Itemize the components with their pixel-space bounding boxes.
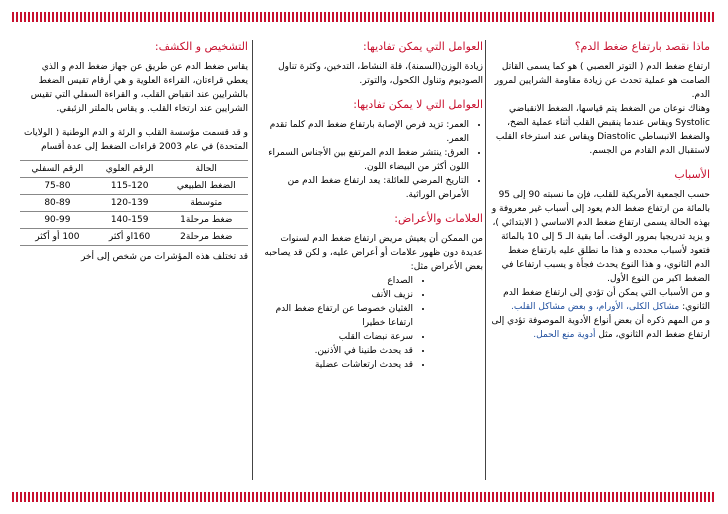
uncontrollable-list xyxy=(257,118,483,202)
table-cell: 90-99 xyxy=(20,212,95,229)
column-divider xyxy=(485,40,486,480)
list-item: • التاريخ المرضي للعائلة: يعد ارتفاع ضغط الدم من الأمراض الوراثية. xyxy=(257,174,469,202)
list-item: • نزيف الأنف xyxy=(257,288,413,302)
table-cell: 100 أو أكثر xyxy=(20,229,95,246)
brochure-frame xyxy=(12,12,716,502)
table-cell: 160او أكثر xyxy=(95,229,165,246)
table-header: الحالة xyxy=(164,161,248,178)
paragraph: حسب الجمعية الأمريكية للقلب، فإن ما نسبته 90 إلى 95 بالمائة من ارتفاع ضغط الدم يعود إلى أسباب غير معروفة و بهذه الحالة يسمى ارتفاع ضغط الدم الاساسي ( الابتدائي )، و يزيد تدريجيا بمرور الوقت. أما بقية الـ 5 إلى 10 بالمائة فتعود لأسباب محدده و هذا ما نطلق عليه بارتفاع ضغط الدم الثانوي، و هذا النوع يحدث فجأة و يسبب ارتفاعا في الضغط اكبر من النوع الأول. xyxy=(491,190,710,284)
table-header: الرقم العلوي xyxy=(95,161,165,178)
table-header-row xyxy=(20,161,248,178)
list-item: • قد يحدث طنينا في الأذنين. xyxy=(257,344,413,358)
paragraph: يقاس ضغط الدم عن طريق عن جهاز ضغط الدم و الذي يعطي قراءتان، القراءة العلوية و هي أرقام تقيس الضغط بالشرايين عند انقباض القلب، و القراءة السفلي التي تقيس الشرايين عند ارتخاء القلب. و يقاس بالملتر الزئبقي. xyxy=(30,62,248,114)
table-cell: 140-159 xyxy=(95,212,165,229)
bp-table xyxy=(20,160,248,246)
section-title: التشخيص و الكشف: xyxy=(154,40,248,53)
bottom-border xyxy=(12,492,716,502)
section-title: العلامات والأعراض: xyxy=(394,212,483,225)
table-cell: ضغط مرحلة2 xyxy=(164,229,248,246)
paragraph: و قد قسمت مؤسسة القلب و الرئة و الدم الوطنية ( الولايات المتحدة) في عام 2003 قراءات الضغط إلى عدة أقسام xyxy=(23,128,248,152)
list-item: • الصداع xyxy=(257,274,413,288)
panel-definition xyxy=(490,40,710,480)
table-header: الرقم السفلي xyxy=(20,161,95,178)
paragraph xyxy=(490,286,710,314)
list-item: • قد يحدث ارتعاشات عضلية xyxy=(257,358,413,372)
footnote: قد تختلف هذه المؤشرات من شخص إلى أخر xyxy=(81,252,248,262)
section-title: العوامل التي يمكن تفاديها: xyxy=(363,40,483,53)
table-row xyxy=(20,212,248,229)
symptoms-list xyxy=(257,274,483,372)
paragraph: وهناك نوعان من الضغط يتم قياسها، الضغط الانقباضي Systolic ويقاس عندما ينقبض القلب أثناء عملية الضخ، والضغط الانبساطي Diastolic ويقاس عند استرخاء القلب لاستقبال الدم القادم من الجسم. xyxy=(495,104,710,156)
table-cell: 75-80 xyxy=(20,178,95,195)
table-cell: 120-139 xyxy=(95,195,165,212)
highlight-text: مشاكل الكلى، الأورام، و بعض مشاكل القلب. xyxy=(511,302,680,312)
list-item: • الغثيان خصوصا عن ارتفاع ضغط الدم ارتفاعا خطيرا xyxy=(257,302,413,330)
table-row xyxy=(20,229,248,246)
table-cell: 80-89 xyxy=(20,195,95,212)
list-item: • العمر: تزيد فرص الإصابة بارتفاع ضغط الدم كلما تقدم العمر. xyxy=(257,118,469,146)
highlight-text: أدوية منع الحمل. xyxy=(533,330,596,340)
panel-factors xyxy=(257,40,483,480)
top-border xyxy=(12,12,716,22)
text: و من المهم ذكره أن بعض أنواع الأدوية الموصوفة تؤدي إلى ارتفاع ضغط الدم الثانوي، مثل xyxy=(491,316,710,340)
paragraph xyxy=(490,314,710,342)
table-cell: متوسطة xyxy=(164,195,248,212)
paragraph: ارتفاع ضغط الدم ( التوتر العصبي ) هو كما يسمى القاتل الصامت هو عملية تحدث عن زيادة مقاومة الشرايين لمرور الدم. xyxy=(494,62,710,100)
paragraph: زيادة الوزن(السمنة)، قلة النشاط، التدخين، وكثرة تناول الصوديوم وتناول الكحول، والتوتر. xyxy=(278,62,483,86)
section-title-causes: الأسباب xyxy=(674,168,710,181)
column-divider xyxy=(252,40,253,480)
paragraph: من الممكن أن يعيش مريض ارتفاع ضغط الدم لسنوات عديدة دون ظهور علامات أو أعراض عليه، و لكن قد يصاحبه بعض الأعراض مثل: xyxy=(264,234,483,272)
panel-diagnosis xyxy=(20,40,248,480)
table-row xyxy=(20,178,248,195)
table-row xyxy=(20,195,248,212)
text: و من الأسباب التي يمكن أن تؤدي إلى ارتفاع ضغط الدم الثانوي: xyxy=(503,288,710,312)
table-cell: الضغط الطبيعي xyxy=(164,178,248,195)
table-cell: 115-120 xyxy=(95,178,165,195)
list-item: • سرعة نبضات القلب xyxy=(257,330,413,344)
section-title: العوامل التي لا يمكن تفاديها: xyxy=(353,98,483,111)
list-item: • العرق: ينتشر ضغط الدم المرتفع بين الأجناس السمراء اللون أكثر من البيضاء اللون. xyxy=(257,146,469,174)
section-title: ماذا نقصد بارتفاع ضغط الدم؟ xyxy=(574,40,710,53)
table-cell: ضغط مرحلة1 xyxy=(164,212,248,229)
